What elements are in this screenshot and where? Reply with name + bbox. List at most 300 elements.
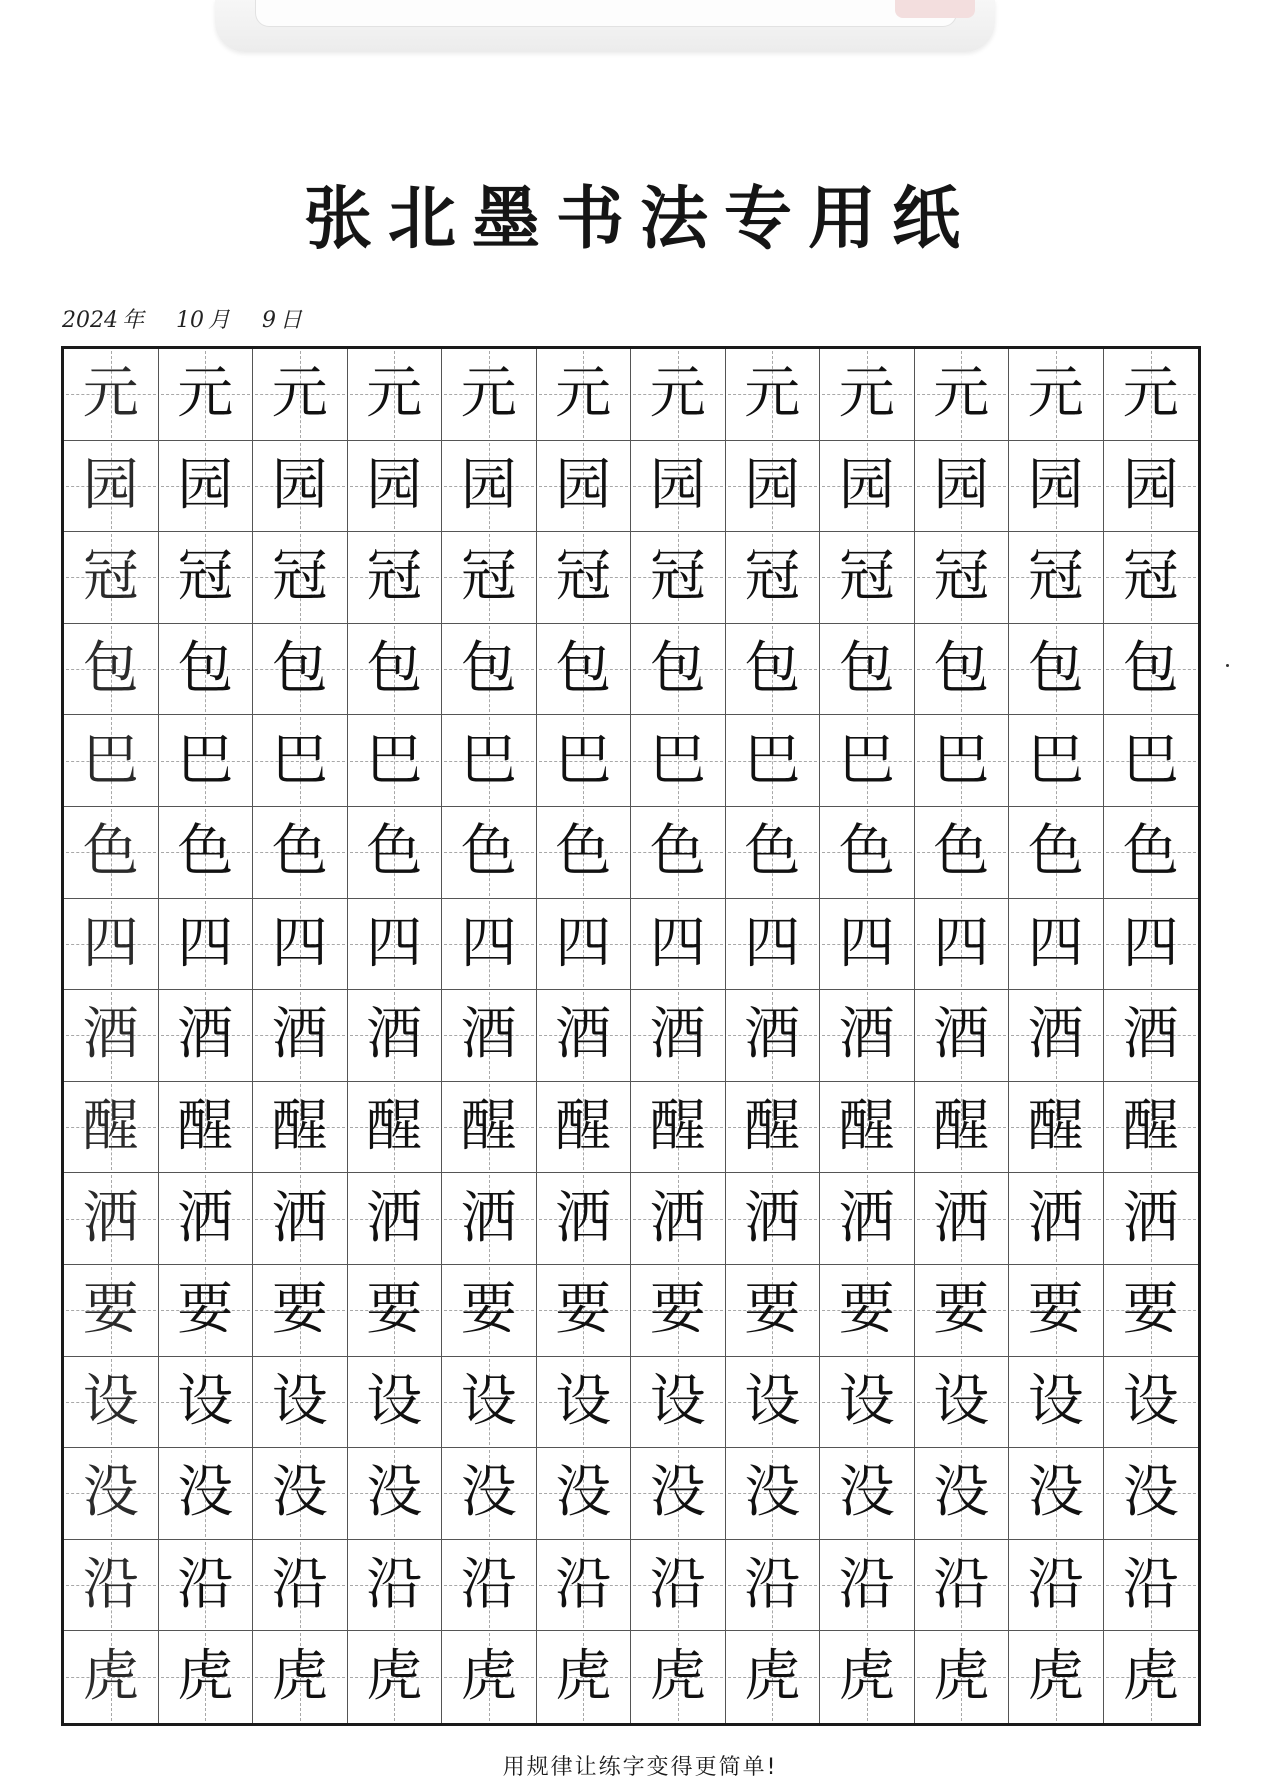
model-cell	[64, 715, 159, 807]
practice-cell	[442, 624, 537, 716]
practice-cell	[915, 1082, 1010, 1174]
practice-cell	[631, 1265, 726, 1357]
practice-cell	[820, 1173, 915, 1265]
practice-cell	[726, 624, 821, 716]
practice-character: 酒	[177, 1002, 234, 1068]
practice-character: 虎	[82, 1644, 139, 1710]
practice-cell	[1009, 1448, 1104, 1540]
practice-cell	[631, 1448, 726, 1540]
practice-cell	[253, 899, 348, 991]
practice-character: 没	[82, 1460, 139, 1526]
practice-character: 巴	[649, 727, 706, 793]
practice-cell	[159, 349, 254, 441]
practice-character: 冠	[177, 544, 234, 610]
practice-character: 包	[271, 636, 328, 702]
practice-cell	[537, 349, 632, 441]
practice-character: 冠	[366, 544, 423, 610]
practice-character: 色	[649, 819, 706, 885]
practice-character: 元	[555, 361, 612, 427]
date-day: 9	[262, 308, 276, 333]
practice-cell	[253, 1082, 348, 1174]
practice-cell	[631, 349, 726, 441]
practice-cell	[726, 441, 821, 533]
practice-character: 冠	[460, 544, 517, 610]
practice-cell	[348, 1448, 443, 1540]
practice-character: 巴	[271, 727, 328, 793]
model-cell	[64, 1540, 159, 1632]
practice-character: 冠	[933, 544, 990, 610]
practice-character: 园	[460, 452, 517, 518]
practice-character: 酒	[838, 1002, 895, 1068]
practice-cell	[726, 1082, 821, 1174]
practice-character: 洒	[649, 1185, 706, 1251]
practice-character: 虎	[1027, 1644, 1084, 1710]
practice-cell	[820, 1357, 915, 1449]
practice-cell	[631, 1540, 726, 1632]
practice-cell	[820, 1540, 915, 1632]
practice-character: 沿	[1122, 1552, 1179, 1618]
practice-cell	[820, 990, 915, 1082]
practice-cell	[1104, 990, 1199, 1082]
practice-character: 洒	[1122, 1185, 1179, 1251]
practice-character: 园	[1027, 452, 1084, 518]
practice-cell	[1009, 1265, 1104, 1357]
practice-character: 巴	[744, 727, 801, 793]
model-cell	[64, 1082, 159, 1174]
practice-cell	[159, 1265, 254, 1357]
practice-cell	[1104, 532, 1199, 624]
practice-cell	[159, 1357, 254, 1449]
practice-character: 冠	[1027, 544, 1084, 610]
practice-character: 冠	[82, 544, 139, 610]
practice-character: 园	[1122, 452, 1179, 518]
practice-cell	[726, 1448, 821, 1540]
practice-cell	[631, 899, 726, 991]
model-cell	[64, 349, 159, 441]
practice-cell	[631, 990, 726, 1082]
practice-cell	[1104, 715, 1199, 807]
practice-character: 设	[555, 1368, 612, 1434]
practice-cell	[1009, 349, 1104, 441]
practice-cell	[159, 1448, 254, 1540]
practice-cell	[537, 899, 632, 991]
model-cell	[64, 807, 159, 899]
practice-character: 沿	[271, 1552, 328, 1618]
practice-character: 冠	[271, 544, 328, 610]
practice-cell	[1009, 441, 1104, 533]
practice-character: 四	[744, 910, 801, 976]
practice-character: 设	[271, 1368, 328, 1434]
practice-cell	[348, 807, 443, 899]
practice-cell	[820, 1631, 915, 1723]
practice-character: 没	[460, 1460, 517, 1526]
practice-character: 园	[744, 452, 801, 518]
practice-cell	[348, 1540, 443, 1632]
practice-character: 园	[649, 452, 706, 518]
practice-cell	[253, 807, 348, 899]
practice-cell	[537, 441, 632, 533]
practice-cell	[159, 1173, 254, 1265]
practice-cell	[915, 1540, 1010, 1632]
practice-cell	[159, 899, 254, 991]
practice-character: 包	[1122, 636, 1179, 702]
practice-cell	[726, 807, 821, 899]
practice-character: 元	[933, 361, 990, 427]
practice-cell	[915, 1265, 1010, 1357]
practice-character: 巴	[460, 727, 517, 793]
practice-cell	[915, 1448, 1010, 1540]
practice-character: 设	[366, 1368, 423, 1434]
practice-character: 包	[366, 636, 423, 702]
model-cell	[64, 1173, 159, 1265]
practice-cell	[1104, 807, 1199, 899]
practice-cell	[537, 990, 632, 1082]
page-title: 张北墨书法专用纸	[303, 179, 976, 259]
practice-character: 醒	[744, 1094, 801, 1160]
practice-character: 四	[933, 910, 990, 976]
practice-cell	[915, 899, 1010, 991]
practice-character: 元	[366, 361, 423, 427]
practice-character: 醒	[1122, 1094, 1179, 1160]
date-day-unit: 日	[280, 308, 303, 333]
practice-cell	[631, 1357, 726, 1449]
practice-character: 四	[649, 910, 706, 976]
practice-cell	[820, 1082, 915, 1174]
practice-cell	[537, 1448, 632, 1540]
date-line	[62, 303, 306, 334]
practice-cell	[348, 624, 443, 716]
practice-cell	[1104, 624, 1199, 716]
practice-character: 没	[649, 1460, 706, 1526]
model-cell	[64, 1265, 159, 1357]
practice-cell	[253, 1540, 348, 1632]
practice-cell	[915, 532, 1010, 624]
practice-character: 包	[1027, 636, 1084, 702]
practice-character: 要	[271, 1277, 328, 1343]
practice-cell	[537, 715, 632, 807]
practice-character: 虎	[366, 1644, 423, 1710]
practice-character: 洒	[82, 1185, 139, 1251]
practice-cell	[1009, 1631, 1104, 1723]
practice-cell	[537, 1540, 632, 1632]
practice-cell	[159, 532, 254, 624]
date-year: 2024	[62, 308, 118, 333]
model-cell	[64, 1448, 159, 1540]
practice-character: 四	[1027, 910, 1084, 976]
model-cell	[64, 990, 159, 1082]
practice-cell	[537, 1173, 632, 1265]
practice-cell	[1009, 1173, 1104, 1265]
practice-character: 巴	[366, 727, 423, 793]
practice-cell	[1104, 1631, 1199, 1723]
practice-cell	[442, 1265, 537, 1357]
practice-character: 园	[177, 452, 234, 518]
practice-character: 没	[555, 1460, 612, 1526]
practice-cell	[537, 1082, 632, 1174]
practice-character: 设	[1122, 1368, 1179, 1434]
practice-character: 没	[744, 1460, 801, 1526]
practice-character: 色	[177, 819, 234, 885]
practice-character: 要	[933, 1277, 990, 1343]
practice-character: 冠	[1122, 544, 1179, 610]
practice-character: 没	[1122, 1460, 1179, 1526]
practice-cell	[1009, 624, 1104, 716]
practice-character: 设	[649, 1368, 706, 1434]
practice-cell	[159, 1082, 254, 1174]
practice-cell	[1009, 1082, 1104, 1174]
practice-character: 四	[82, 910, 139, 976]
practice-character: 元	[744, 361, 801, 427]
practice-character: 四	[460, 910, 517, 976]
practice-cell	[253, 1357, 348, 1449]
practice-character: 色	[1122, 819, 1179, 885]
practice-cell	[348, 1082, 443, 1174]
practice-character: 设	[838, 1368, 895, 1434]
practice-cell	[442, 532, 537, 624]
practice-cell	[442, 1448, 537, 1540]
practice-character: 沿	[1027, 1552, 1084, 1618]
practice-cell	[915, 715, 1010, 807]
practice-character: 园	[555, 452, 612, 518]
practice-cell	[159, 990, 254, 1082]
practice-cell	[915, 1173, 1010, 1265]
model-cell	[64, 532, 159, 624]
practice-character: 虎	[838, 1644, 895, 1710]
date-year-unit: 年	[122, 308, 145, 333]
practice-cell	[537, 1357, 632, 1449]
practice-character: 要	[1027, 1277, 1084, 1343]
practice-cell	[726, 899, 821, 991]
practice-character: 虎	[555, 1644, 612, 1710]
practice-cell	[1009, 532, 1104, 624]
practice-cell	[631, 1631, 726, 1723]
practice-cell	[348, 899, 443, 991]
practice-character: 醒	[933, 1094, 990, 1160]
practice-cell	[820, 715, 915, 807]
practice-cell	[348, 1173, 443, 1265]
practice-character: 没	[177, 1460, 234, 1526]
practice-character: 虎	[649, 1644, 706, 1710]
practice-character: 酒	[82, 1002, 139, 1068]
practice-character: 酒	[933, 1002, 990, 1068]
practice-character: 酒	[1027, 1002, 1084, 1068]
practice-character: 色	[460, 819, 517, 885]
practice-character: 园	[366, 452, 423, 518]
practice-character: 元	[271, 361, 328, 427]
practice-character: 要	[460, 1277, 517, 1343]
practice-character: 元	[649, 361, 706, 427]
footer-slogan: 用规律让练字变得更简单!	[502, 1755, 778, 1780]
practice-character: 元	[460, 361, 517, 427]
practice-cell	[631, 532, 726, 624]
practice-cell	[820, 349, 915, 441]
practice-character: 要	[838, 1277, 895, 1343]
practice-cell	[348, 1631, 443, 1723]
model-cell	[64, 441, 159, 533]
practice-cell	[253, 1631, 348, 1723]
practice-character: 冠	[744, 544, 801, 610]
practice-cell	[442, 899, 537, 991]
practice-character: 要	[555, 1277, 612, 1343]
practice-character: 要	[744, 1277, 801, 1343]
practice-character: 四	[177, 910, 234, 976]
practice-character: 酒	[555, 1002, 612, 1068]
practice-cell	[726, 990, 821, 1082]
practice-character: 酒	[460, 1002, 517, 1068]
practice-cell	[820, 441, 915, 533]
practice-cell	[820, 532, 915, 624]
practice-cell	[1104, 899, 1199, 991]
practice-cell	[253, 1448, 348, 1540]
practice-grid	[61, 346, 1201, 1726]
practice-character: 醒	[838, 1094, 895, 1160]
practice-character: 洒	[933, 1185, 990, 1251]
practice-character: 沿	[555, 1552, 612, 1618]
model-cell	[64, 624, 159, 716]
practice-character: 酒	[271, 1002, 328, 1068]
practice-cell	[159, 1631, 254, 1723]
practice-cell	[537, 624, 632, 716]
practice-character: 酒	[366, 1002, 423, 1068]
practice-cell	[726, 1357, 821, 1449]
practice-character: 元	[82, 361, 139, 427]
practice-character: 色	[271, 819, 328, 885]
practice-cell	[820, 1448, 915, 1540]
practice-character: 设	[82, 1368, 139, 1434]
practice-cell	[1009, 1357, 1104, 1449]
practice-character: 冠	[838, 544, 895, 610]
practice-cell	[1104, 441, 1199, 533]
practice-cell	[159, 807, 254, 899]
practice-character: 虎	[744, 1644, 801, 1710]
practice-character: 四	[271, 910, 328, 976]
practice-cell	[820, 807, 915, 899]
practice-character: 没	[933, 1460, 990, 1526]
practice-cell	[253, 441, 348, 533]
practice-cell	[253, 532, 348, 624]
practice-cell	[1009, 807, 1104, 899]
practice-character: 设	[744, 1368, 801, 1434]
practice-cell	[1009, 1540, 1104, 1632]
practice-cell	[1009, 899, 1104, 991]
practice-cell	[726, 1631, 821, 1723]
practice-cell	[348, 990, 443, 1082]
practice-character: 酒	[744, 1002, 801, 1068]
practice-character: 要	[649, 1277, 706, 1343]
practice-cell	[1104, 1265, 1199, 1357]
practice-character: 虎	[1122, 1644, 1179, 1710]
practice-cell	[442, 715, 537, 807]
practice-cell	[1104, 1357, 1199, 1449]
practice-cell	[820, 1265, 915, 1357]
practice-character: 洒	[1027, 1185, 1084, 1251]
practice-cell	[1104, 1082, 1199, 1174]
practice-cell	[915, 807, 1010, 899]
practice-character: 没	[366, 1460, 423, 1526]
practice-character: 色	[744, 819, 801, 885]
practice-character: 巴	[1122, 727, 1179, 793]
date-month-unit: 月	[208, 308, 231, 333]
practice-character: 巴	[933, 727, 990, 793]
practice-character: 醒	[82, 1094, 139, 1160]
practice-character: 醒	[649, 1094, 706, 1160]
binder-clip	[215, 0, 995, 52]
practice-cell	[820, 899, 915, 991]
practice-character: 设	[177, 1368, 234, 1434]
practice-character: 沿	[838, 1552, 895, 1618]
practice-cell	[726, 532, 821, 624]
practice-character: 设	[933, 1368, 990, 1434]
practice-character: 醒	[460, 1094, 517, 1160]
practice-character: 色	[555, 819, 612, 885]
binder-clip-tab	[895, 0, 975, 18]
practice-character: 洒	[460, 1185, 517, 1251]
practice-character: 沿	[933, 1552, 990, 1618]
practice-character: 包	[177, 636, 234, 702]
practice-cell	[726, 715, 821, 807]
practice-character: 沿	[82, 1552, 139, 1618]
date-month: 10	[176, 308, 204, 333]
practice-character: 色	[838, 819, 895, 885]
practice-character: 醒	[271, 1094, 328, 1160]
practice-character: 园	[271, 452, 328, 518]
practice-character: 四	[838, 910, 895, 976]
practice-cell	[726, 1540, 821, 1632]
practice-character: 沿	[366, 1552, 423, 1618]
practice-cell	[159, 624, 254, 716]
practice-character: 沿	[177, 1552, 234, 1618]
practice-cell	[1104, 349, 1199, 441]
practice-cell	[442, 441, 537, 533]
practice-character: 洒	[366, 1185, 423, 1251]
practice-character: 醒	[1027, 1094, 1084, 1160]
practice-character: 洒	[744, 1185, 801, 1251]
practice-cell	[159, 441, 254, 533]
model-cell	[64, 1631, 159, 1723]
practice-cell	[442, 1357, 537, 1449]
practice-character: 酒	[649, 1002, 706, 1068]
practice-cell	[915, 624, 1010, 716]
practice-character: 酒	[1122, 1002, 1179, 1068]
practice-cell	[442, 990, 537, 1082]
practice-character: 沿	[744, 1552, 801, 1618]
practice-character: 虎	[460, 1644, 517, 1710]
practice-character: 巴	[177, 727, 234, 793]
practice-cell	[253, 715, 348, 807]
practice-cell	[537, 532, 632, 624]
practice-character: 冠	[555, 544, 612, 610]
practice-character: 要	[1122, 1277, 1179, 1343]
practice-cell	[442, 349, 537, 441]
practice-character: 包	[82, 636, 139, 702]
practice-cell	[442, 807, 537, 899]
practice-character: 巴	[82, 727, 139, 793]
practice-character: 包	[555, 636, 612, 702]
practice-character: 沿	[649, 1552, 706, 1618]
practice-character: 要	[82, 1277, 139, 1343]
practice-cell	[348, 715, 443, 807]
practice-character: 醒	[555, 1094, 612, 1160]
practice-cell	[820, 624, 915, 716]
practice-cell	[348, 349, 443, 441]
practice-cell	[1009, 990, 1104, 1082]
practice-cell	[537, 807, 632, 899]
practice-character: 设	[1027, 1368, 1084, 1434]
practice-character: 元	[1027, 361, 1084, 427]
practice-cell	[726, 349, 821, 441]
practice-cell	[1009, 715, 1104, 807]
practice-cell	[253, 349, 348, 441]
